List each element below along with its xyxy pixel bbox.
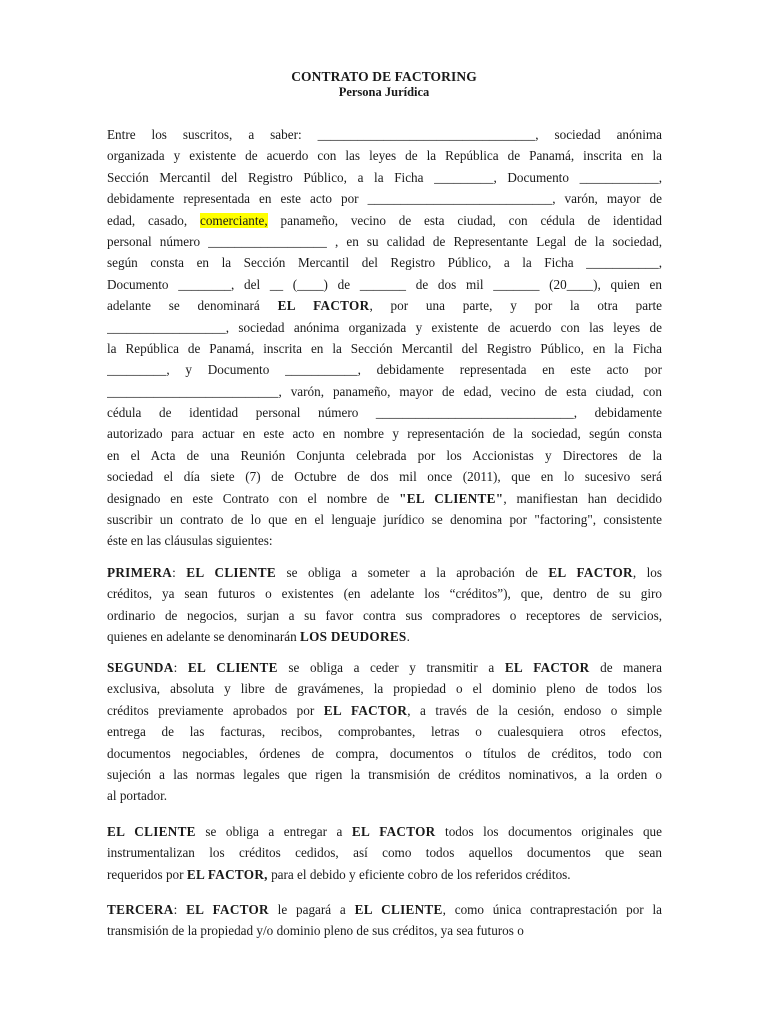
- text-line: [107, 605, 662, 626]
- clause-tercera: [107, 899, 662, 942]
- text-span: éste en las cláusulas siguientes:: [107, 533, 273, 549]
- bold-term: EL CLIENTE: [107, 824, 196, 839]
- text-span: cédula de identidad personal número ______________________________, debidamente: [107, 405, 662, 421]
- bold-term: SEGUNDA: [107, 660, 174, 675]
- document-title: CONTRATO DE FACTORING: [291, 69, 477, 84]
- text-line: [107, 466, 662, 487]
- text-line: [107, 423, 662, 444]
- text-line: [107, 864, 662, 885]
- text-line: [107, 231, 662, 252]
- text-line: [107, 210, 662, 231]
- text-span: ordinario de negocios, surjan a su favor contra sus compradores o receptores de servicios,: [107, 607, 662, 623]
- text-line: [107, 920, 662, 941]
- text-span: Sección Mercantil del Registro Público, a la Ficha _________, Documento ____________,: [107, 169, 662, 185]
- text-line: [107, 295, 662, 316]
- text-span: requeridos por: [107, 866, 187, 882]
- text-span: créditos, ya sean futuros o existentes (en adelante los “créditos”), que, dentro de su giro: [107, 586, 662, 602]
- text-line: [107, 509, 662, 530]
- text-span: al portador.: [107, 788, 168, 804]
- text-span: organizada y existente de acuerdo con las leyes de la República de Panamá, inscrita en la: [107, 148, 662, 164]
- text-line: [107, 488, 662, 509]
- text-span: :: [172, 565, 187, 580]
- paragraph-cliente-obligacion: [107, 821, 662, 885]
- highlighted-text: comerciante,: [199, 212, 268, 228]
- text-line: [107, 743, 662, 764]
- text-line: [107, 145, 662, 166]
- text-span: quienes en adelante se denominarán: [107, 629, 300, 645]
- bold-term: LOS DEUDORES: [299, 629, 407, 645]
- text-line: [107, 317, 662, 338]
- text-span: __________________________, varón, panameño, mayor de edad, vecino de esta ciudad, con: [107, 383, 662, 399]
- text-span: se obliga a ceder y transmitir a: [277, 660, 505, 675]
- text-line: [107, 721, 662, 742]
- text-span: _________, y Documento ___________, debidamente representada en este acto por: [107, 362, 662, 378]
- clause-primera: [107, 562, 662, 648]
- text-span: :: [173, 660, 188, 675]
- text-line: [107, 124, 662, 145]
- text-span: Entre los suscritos, a saber: _________________________________, sociedad anónima: [107, 127, 662, 142]
- text-span: en el Acta de una Reunión Conjunta celebrada por los Accionistas y Directores de la: [107, 447, 662, 463]
- text-line: [107, 402, 662, 423]
- text-line: [107, 583, 662, 604]
- text-span: , como única contraprestación por la: [442, 902, 662, 917]
- text-span: , manifiestan han decidido: [503, 490, 662, 506]
- text-span: , por una parte, y por la otra parte: [369, 298, 662, 314]
- text-line: [107, 252, 662, 273]
- text-span: según consta en la Sección Mercantil del Registro Público, a la Ficha ___________,: [107, 255, 662, 271]
- text-span: créditos previamente aprobados por: [107, 702, 324, 718]
- bold-term: EL CLIENTE: [354, 902, 443, 917]
- text-line: [107, 764, 662, 785]
- text-line: [107, 842, 662, 863]
- bold-term: EL FACTOR: [277, 298, 370, 314]
- text-line: [107, 821, 662, 842]
- text-line: [107, 899, 662, 920]
- bold-term: "EL CLIENTE": [399, 490, 504, 506]
- text-line: [107, 167, 662, 188]
- bold-term: EL FACTOR: [323, 702, 408, 718]
- text-line: [107, 700, 662, 721]
- bold-term: EL FACTOR: [186, 902, 269, 917]
- text-span: panameño, vecino de esta ciudad, con cédula de identidad: [267, 212, 662, 228]
- text-line: [107, 678, 662, 699]
- text-line: [107, 188, 662, 209]
- bold-term: TERCERA: [107, 902, 174, 917]
- text-span: le pagará a: [268, 902, 355, 917]
- text-line: [107, 530, 662, 551]
- text-span: edad, casado,: [107, 212, 200, 228]
- text-span: instrumentalizan los créditos cedidos, así como todos aquellos documentos que sean: [107, 845, 662, 861]
- text-line: [107, 359, 662, 380]
- text-span: , a través de la cesión, endoso o simple: [407, 702, 662, 718]
- text-span: entrega de las facturas, recibos, comprobantes, letras o cualesquiera otros efectos,: [107, 724, 662, 740]
- text-line: [107, 338, 662, 359]
- bold-term: EL CLIENTE: [187, 660, 278, 675]
- text-span: se obliga a entregar a: [195, 824, 352, 839]
- text-span: designado en este Contrato con el nombre de: [107, 490, 400, 506]
- text-line: [107, 445, 662, 466]
- document-subtitle: Persona Jurídica: [338, 85, 430, 99]
- text-line: [107, 626, 662, 647]
- bold-term: EL FACTOR: [548, 565, 633, 580]
- bold-term: EL FACTOR: [504, 660, 590, 675]
- text-span: debidamente representada en este acto por ____________________________, varón, mayor de: [107, 191, 662, 207]
- bold-term: EL FACTOR,: [186, 866, 268, 882]
- text-span: transmisión de la propiedad y/o dominio pleno de sus créditos, ya sea futuros o: [107, 923, 524, 939]
- text-span: exclusiva, absoluta y libre de gravámenes, la propiedad o el dominio pleno de todos los: [107, 681, 662, 697]
- text-line: [107, 785, 662, 806]
- text-span: adelante se denominará: [107, 298, 278, 314]
- bold-term: PRIMERA: [107, 565, 173, 580]
- text-span: de manera: [589, 660, 662, 675]
- clause-segunda: [107, 657, 662, 807]
- text-span: documentos negociables, órdenes de compra, documentos o títulos de créditos, todo con: [107, 745, 662, 761]
- text-span: Documento ________, del __ (____) de _______ de dos mil _______ (20____), quien en: [107, 276, 662, 292]
- text-span: todos los documentos originales que: [435, 824, 662, 839]
- text-span: personal número __________________ , en su calidad de Representante Legal de la sociedad,: [107, 233, 662, 249]
- text-span: , los: [632, 565, 662, 580]
- text-span: sujeción a las normas legales que rigen la transmisión de créditos nominativos, a la orden o: [107, 766, 662, 782]
- paragraph-intro: [107, 124, 662, 552]
- bold-term: EL CLIENTE: [186, 565, 276, 580]
- text-span: __________________, sociedad anónima organizada y existente de acuerdo con las leyes de: [107, 319, 662, 335]
- text-span: suscribir un contrato de lo que en el lenguaje jurídico se denomina por "factoring", consistente: [107, 512, 662, 528]
- text-span: .: [406, 629, 410, 645]
- text-line: [107, 562, 662, 583]
- text-span: autorizado para actuar en este acto en nombre y representación de la sociedad, según consta: [107, 426, 662, 442]
- text-span: :: [173, 902, 187, 917]
- text-span: se obliga a someter a la aprobación de: [275, 565, 549, 580]
- text-line: [107, 657, 662, 678]
- text-span: para el debido y eficiente cobro de los referidos créditos.: [267, 866, 571, 882]
- text-line: [107, 381, 662, 402]
- text-span: la República de Panamá, inscrita en la Sección Mercantil del Registro Público, en la Ficha: [107, 340, 662, 356]
- bold-term: EL FACTOR: [351, 824, 436, 839]
- text-span: sociedad el día siete (7) de Octubre de dos mil once (2011), que en lo sucesivo será: [107, 469, 662, 485]
- text-line: [107, 274, 662, 295]
